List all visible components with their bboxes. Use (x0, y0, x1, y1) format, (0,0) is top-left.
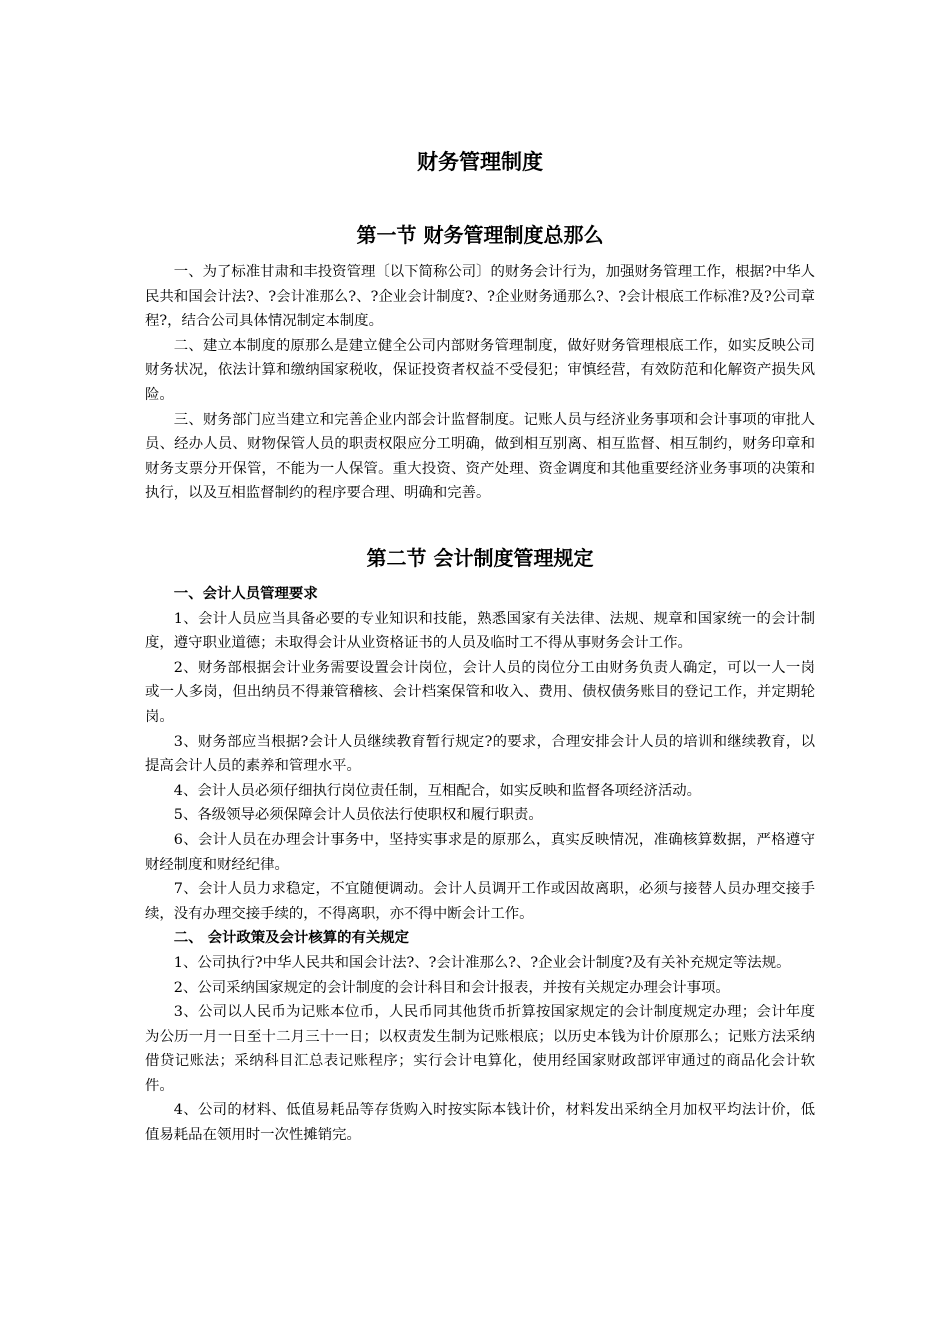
paragraph: 3、财务部应当根据?会计人员继续教育暂行规定?的要求，合理安排会计人员的培训和继续教育，以提高会计人员的素养和管理水平。 (145, 733, 815, 775)
section-heading-2: 第二节 会计制度管理规定 (366, 546, 594, 570)
paragraph: 2、公司采纳国家规定的会计制度的会计科目和会计报表，并按有关规定办理会计事项。 (173, 979, 730, 996)
paragraph: 7、会计人员力求稳定，不宜随便调动。会计人员调开工作或因故离职，必须与接替人员办理交接手续，没有办理交接手续的，不得离职，亦不得中断会计工作。 (145, 881, 815, 922)
document-title: 财务管理制度 (417, 150, 543, 174)
paragraph: 二、建立本制度的原那么是建立健全公司内部财务管理制度，做好财务管理根底工作，如实反映公司财务状况，依法计算和缴纳国家税收，保证投资者权益不受侵犯；审慎经营，有效防范和化解资产损失风险。 (145, 337, 815, 403)
subsection-heading: 二、 会计政策及会计核算的有关规定 (173, 930, 410, 947)
paragraph: 2、财务部根据会计业务需要设置会计岗位，会计人员的岗位分工由财务负责人确定，可以一人一岗或一人多岗，但出纳员不得兼管稽核、会计档案保管和收入、费用、债权债务账目的登记工作，并定期轮岗。 (145, 659, 815, 725)
paragraph: 一、为了标准甘肃和丰投资管理〔以下简称公司〕的财务会计行为，加强财务管理工作，根据?中华人民共和国会计法?、?会计准那么?、?企业会计制度?、?企业财务通那么?、?会计根底工作标准?及?公司章程?，结合公司具体情况制定本制度。 (145, 264, 815, 330)
section-heading-1: 第一节 财务管理制度总那么 (356, 223, 604, 247)
section-2-body (145, 582, 815, 1148)
paragraph: 3、公司以人民币为记账本位币，人民币同其他货币折算按国家规定的会计制度规定办理；会计年度为公历一月一日至十二月三十一日；以权责发生制为记账根底；以历史本钱为计价原那么；记账方法采纳借贷记账法；采纳科目汇总表记账程序；实行会计电算化，使用经国家财政部评审通过的商品化会计软件。 (145, 1004, 815, 1094)
paragraph: 4、会计人员必须仔细执行岗位责任制，互相配合，如实反映和监督各项经济活动。 (173, 782, 702, 799)
subsection-heading: 一、会计人员管理要求 (173, 586, 318, 602)
paragraph: 6、会计人员在办理会计事务中，坚持实事求是的原那么，真实反映情况，准确核算数据，严格遵守财经制度和财经纪律。 (145, 831, 815, 873)
section-1-body (145, 260, 815, 506)
paragraph: 1、公司执行?中华人民共和国会计法?、?会计准那么?、?企业会计制度?及有关补充规定等法规。 (173, 954, 791, 971)
paragraph: 1、会计人员应当具备必要的专业知识和技能，熟悉国家有关法律、法规、规章和国家统一的会计制度，遵守职业道德；未取得会计从业资格证书的人员及临时工不得从事财务会计工作。 (145, 610, 815, 652)
paragraph: 5、各级领导必须保障会计人员依法行使职权和履行职责。 (173, 807, 543, 824)
paragraph: 4、公司的材料、低值易耗品等存货购入时按实际本钱计价，材料发出采纳全月加权平均法计价，低值易耗品在领用时一次性摊销完。 (145, 1102, 815, 1144)
paragraph: 三、财务部门应当建立和完善企业内部会计监督制度。记账人员与经济业务事项和会计事项的审批人员、经办人员、财物保管人员的职责权限应分工明确，做到相互别离、相互监督、相互制约，财务印章和财务支票分开保管，不能为一人保管。重大投资、资产处理、资金调度和其他重要经济业务事项的决策和执行，以及互相监督制约的程序要合理、明确和完善。 (145, 411, 815, 502)
